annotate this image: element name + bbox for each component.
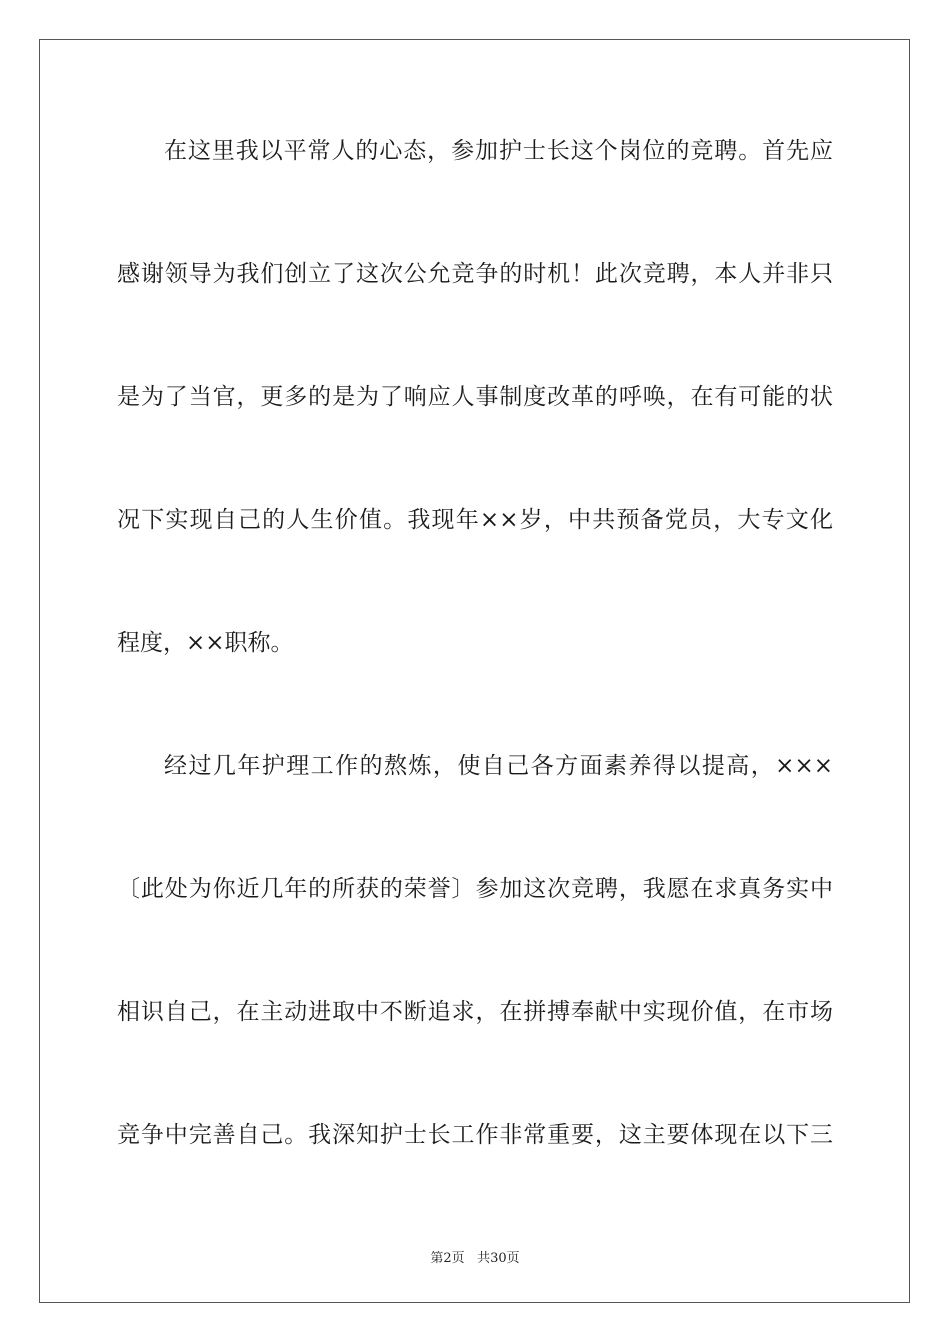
- paragraph-1-line-3: 是为了当官，更多的是为了响应人事制度改革的呼唤，在有可能的状: [117, 384, 833, 410]
- document-body: [117, 128, 833, 1235]
- paragraph-2-line-3: 相识自己，在主动进取中不断追求，在拼搏奉献中实现价值，在市场: [117, 999, 833, 1025]
- page-footer: [0, 1247, 950, 1266]
- paragraph-2-line-1: 经过几年护理工作的熬炼，使自己各方面素养得以提高，×××: [164, 753, 833, 779]
- page-total: 共30页: [477, 1251, 520, 1266]
- paragraph-1-line-2: 感谢领导为我们创立了这次公允竞争的时机！此次竞聘，本人并非只: [117, 261, 833, 287]
- paragraph-2-line-4: 竞争中完善自己。我深知护士长工作非常重要，这主要体现在以下三: [117, 1122, 833, 1148]
- page-number: 第2页: [430, 1251, 465, 1266]
- paragraph-1-line-4: 况下实现自己的人生价值。我现年××岁，中共预备党员，大专文化: [117, 507, 833, 533]
- paragraph-2-line-2: 〔此处为你近几年的所获的荣誉〕参加这次竞聘，我愿在求真务实中: [117, 876, 833, 902]
- paragraph-1-line-5: 程度，××职称。: [117, 630, 294, 656]
- paragraph-1-line-1: 在这里我以平常人的心态，参加护士长这个岗位的竞聘。首先应: [164, 138, 833, 164]
